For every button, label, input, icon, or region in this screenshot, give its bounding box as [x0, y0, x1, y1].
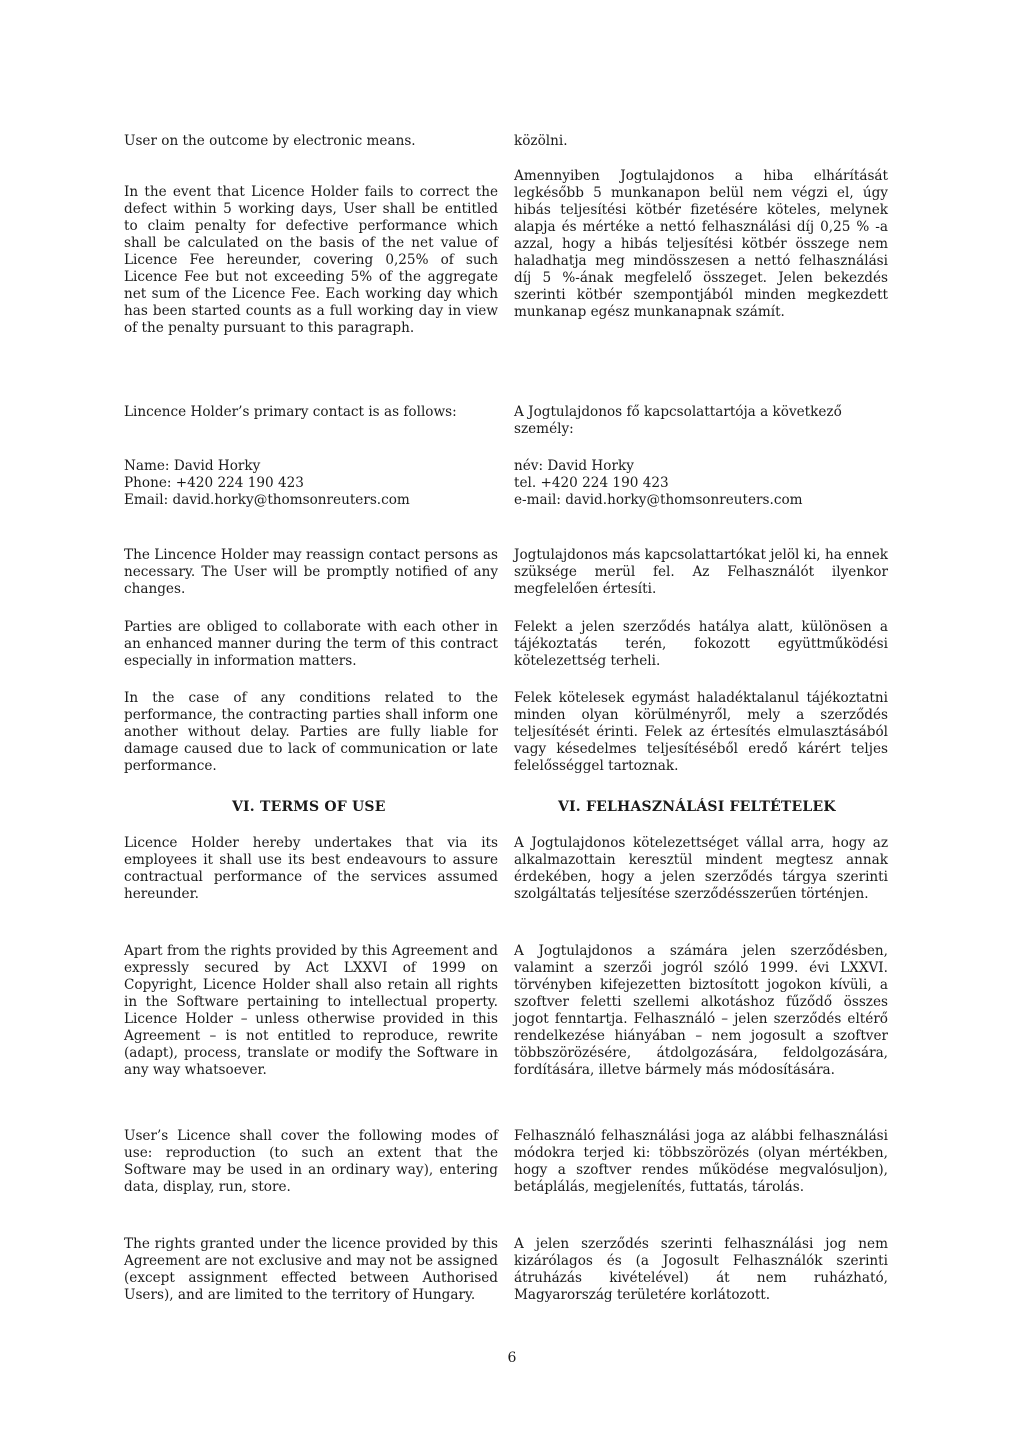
en-collaborate-block	[124, 619, 498, 670]
english-column	[124, 133, 498, 150]
en-collaborate-paragraph: Parties are obliged to collaborate with each other in an enhanced manner during the term of this contract especially in information matters.	[124, 619, 498, 669]
hu-rights-paragraph: A Jogtulajdonos a számára jelen szerződésben, valamint a szerzői jogról szóló 1999. évi LXXVI. törvényben kifejezetten biztosított jogokon kívüli, a szoftver feletti szellemi alkotáshoz fűződő összes jogot fenntartja. Felhasználó – jelen szerződés eltérő rendelkezése hiányában – nem jogosult a szoftver többszörözésére, átdolgozására, feldolgozására, fordítására, illetve bármely más módosítására.	[514, 943, 888, 1078]
en-contact-intro-block	[124, 404, 498, 421]
hu-contact-intro: A Jogtulajdonos fő kapcsolattartója a következő személy:	[514, 404, 842, 437]
hungarian-column	[514, 133, 888, 150]
hu-rights-block	[514, 943, 888, 1079]
hu-contact-details	[514, 458, 888, 509]
hu-contact-intro-block	[514, 404, 888, 438]
en-contact-intro: Lincence Holder’s primary contact is as follows:	[124, 404, 457, 420]
hu-collaborate-block	[514, 619, 888, 670]
en-contact-email: Email: david.horky@thomsonreuters.com	[124, 492, 410, 508]
en-granted-block	[124, 1236, 498, 1304]
hu-contact-email: e-mail: david.horky@thomsonreuters.com	[514, 492, 803, 508]
hu-outcome-text: közölni.	[514, 133, 568, 149]
en-conditions-paragraph: In the case of any conditions related to the performance, the contracting parties shall inform one another without delay. Parties are fully liable for damage caused due to lack of communication or late performance.	[124, 690, 498, 774]
en-defect-paragraph-block	[124, 184, 498, 337]
en-outcome-text: User on the outcome by electronic means.	[124, 133, 416, 149]
hu-granted-block	[514, 1236, 888, 1304]
en-modes-block	[124, 1128, 498, 1196]
en-reassign-paragraph: The Lincence Holder may reassign contact persons as necessary. The User will be promptly notified of any changes.	[124, 547, 498, 597]
hu-defect-paragraph-block	[514, 168, 888, 321]
en-modes-paragraph: User’s Licence shall cover the following modes of use: reproduction (to such an extent that the Software may be used in an ordinary way), entering data, display, run, store.	[124, 1128, 498, 1195]
hu-reassign-paragraph: Jogtulajdonos más kapcsolattartókat jelöl ki, ha ennek szüksége merül fel. Az Felhasználót ilyenkor megfelelően értesíti.	[514, 547, 888, 597]
en-defect-paragraph: In the event that Licence Holder fails to correct the defect within 5 working days, User shall be entitled to claim penalty for defective performance which shall be calculated on the basis of the net value of Licence Fee hereunder, covering 0,25% of such Licence Fee but not exceeding 5% of the aggregate net sum of the Licence Fee. Each working day which has been started counts as a full working day in view of the penalty pursuant to this paragraph.	[124, 184, 498, 336]
en-conditions-block	[124, 690, 498, 775]
hu-conditions-block	[514, 690, 888, 775]
hu-collaborate-paragraph: Felekt a jelen szerződés hatálya alatt, különösen a tájékoztatás terén, fokozott együttműködési kötelezettség terheli.	[514, 619, 888, 669]
en-undertakes-paragraph: Licence Holder hereby undertakes that via its employees it shall use its best endeavours to assure contractual performance of the services assumed hereunder.	[124, 835, 498, 902]
hu-granted-paragraph: A jelen szerződés szerinti felhasználási jog nem kizárólagos és (a Jogosult Felhasználók szerinti átruházás kivételével) át nem ruházható, Magyarország területére korlátozott.	[514, 1236, 888, 1303]
hu-conditions-paragraph: Felek kötelesek egymást haladéktalanul tájékoztatni minden olyan körülményről, mely a szerződés teljesítését érinti. Felek az értesítés elmulasztásából vagy késedelmes teljesítéséből eredő kárért teljes felelősséggel tartoznak.	[514, 690, 888, 774]
hu-contact-phone: tel. +420 224 190 423	[514, 475, 669, 491]
hu-contact-name: név: David Horky	[514, 458, 634, 474]
hu-undertakes-paragraph: A Jogtulajdonos kötelezettséget vállal arra, hogy az alkalmazottain keresztül mindent megtesz annak érdekében, hogy a jelen szerződés tárgya szerinti szolgáltatás teljesítése szerződésszerűen történjen.	[514, 835, 888, 902]
en-rights-block	[124, 943, 498, 1079]
hu-modes-paragraph: Felhasználó felhasználási joga az alábbi felhasználási módokra terjed ki: többszörözés (olyan mértékben, hogy a szoftver rendes működése megvalósuljon), betáplálás, megjelenítés, futtatás, tárolás.	[514, 1128, 888, 1195]
en-undertakes-block	[124, 835, 498, 903]
page-number: 6	[507, 1350, 517, 1366]
en-terms-heading: VI. TERMS OF USE	[232, 799, 386, 815]
hu-defect-paragraph: Amennyiben Jogtulajdonos a hiba elhárítását legkésőbb 5 munkanapon belül nem végzi el, úgy hibás teljesítési kötbér fizetésére köteles, melynek alapja és mértéke a nettó felhasználási díj 0,25 % -a azzal, hogy a hibás teljesítési kötbér összege nem haladhatja meg mindösszesen a nettó felhasználási díj 5 %-ának megfelelő összeget. Jelen bekezdés szerinti kötbér szempontjából minden megkezdett munkanap egész munkanapnak számít.	[514, 168, 888, 320]
hu-undertakes-block	[514, 835, 888, 903]
hu-terms-heading: VI. FELHASZNÁLÁSI FELTÉTELEK	[558, 799, 836, 815]
hu-reassign-block	[514, 547, 888, 598]
en-contact-name: Name: David Horky	[124, 458, 261, 474]
en-rights-paragraph: Apart from the rights provided by this Agreement and expressly secured by Act LXXVI of 1999 on Copyright, Licence Holder shall also retain all rights in the Software pertaining to intellectual property. Licence Holder – unless otherwise provided in this Agreement – is not entitled to reproduce, rewrite (adapt), process, translate or modify the Software in any way whatsoever.	[124, 943, 498, 1078]
hu-modes-block	[514, 1128, 888, 1196]
en-reassign-block	[124, 547, 498, 598]
en-contact-details	[124, 458, 498, 509]
en-granted-paragraph: The rights granted under the licence provided by this Agreement are not exclusive and may not be assigned (except assignment effected between Authorised Users), and are limited to the territory of Hungary.	[124, 1236, 498, 1303]
en-contact-phone: Phone: +420 224 190 423	[124, 475, 304, 491]
